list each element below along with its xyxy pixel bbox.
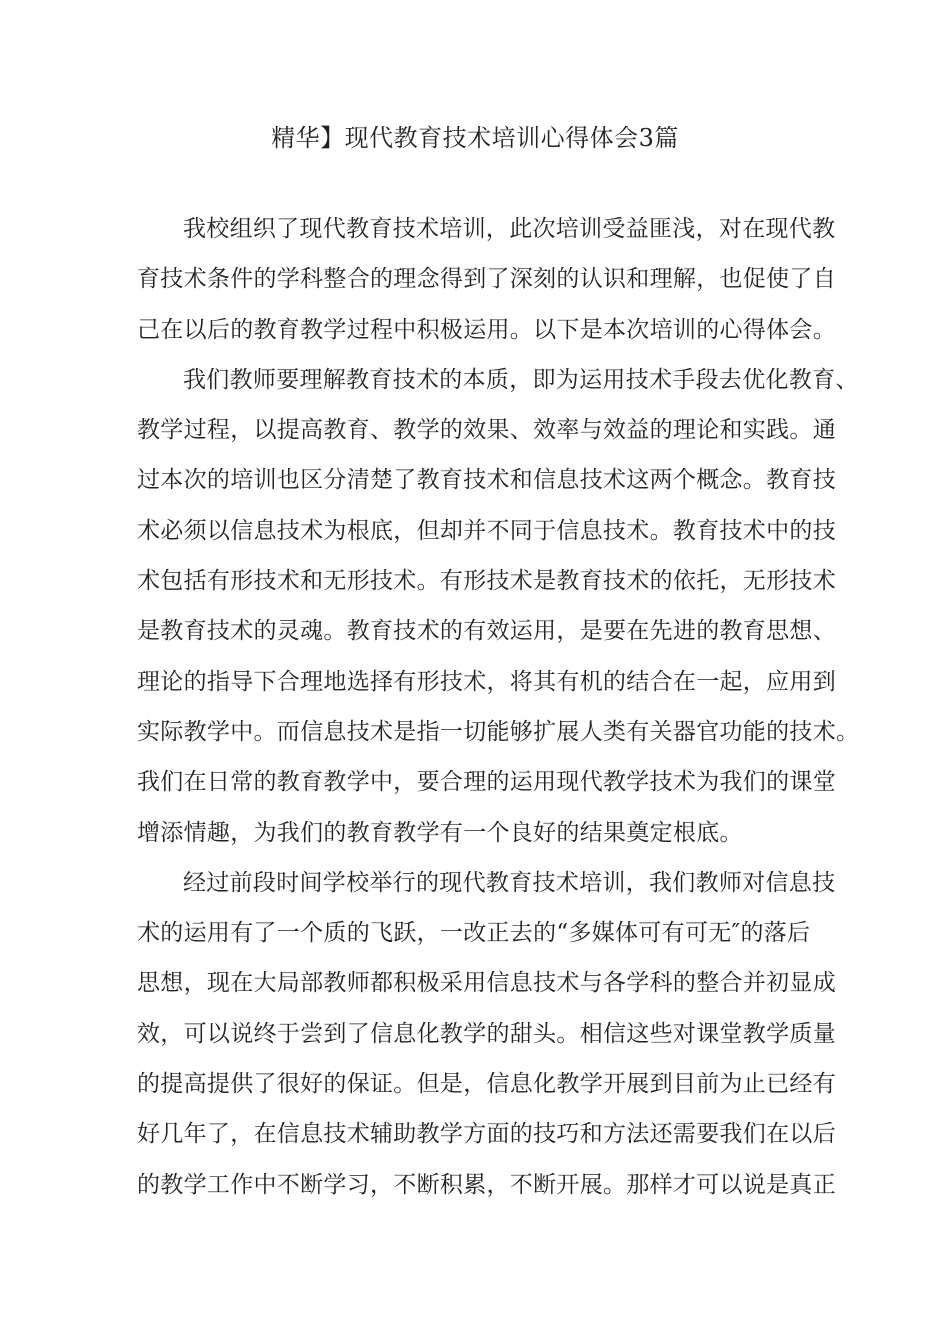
paragraph-1 bbox=[137, 204, 836, 355]
paragraph-line: 术的运用有了一个质的飞跃，一改正去的“多媒体可有可无″的落后 bbox=[137, 920, 811, 947]
paragraph-line: 是教育技术的灵魂。教育技术的有效运用，是要在先进的教育思想、 bbox=[137, 618, 836, 645]
paragraph-line: 教学过程，以提高教育、教学的效果、效率与效益的理论和实践。通 bbox=[137, 417, 836, 444]
paragraph-line: 术必须以信息技术为根底，但却并不同于信息技术。教育技术中的技 bbox=[137, 517, 836, 544]
paragraph-line: 实际教学中。而信息技术是指一切能够扩展人类有关器官功能的技术。 bbox=[137, 718, 860, 745]
paragraph-3 bbox=[137, 858, 836, 1210]
paragraph-line: 的教学工作中不断学习，不断积累，不断开展。那样才可以说是真正 bbox=[137, 1171, 836, 1198]
paragraph-line: 理论的指导下合理地选择有形技术，将其有机的结合在一起，应用到 bbox=[137, 668, 836, 695]
paragraph-line: 己在以后的教育教学过程中积极运用。以下是本次培训的心得体会。 bbox=[137, 316, 836, 343]
paragraph-line: 经过前段时间学校举行的现代教育技术培训，我们教师对信息技 bbox=[183, 869, 836, 896]
paragraph-line: 的提高提供了很好的保证。但是，信息化教学开展到目前为止已经有 bbox=[137, 1071, 836, 1098]
paragraph-line: 好几年了，在信息技术辅助教学方面的技巧和方法还需要我们在以后 bbox=[137, 1121, 836, 1148]
paragraph-line: 术包括有形技术和无形技术。有形技术是教育技术的依托，无形技术 bbox=[137, 568, 836, 595]
paragraph-line: 我校组织了现代教育技术培训，此次培训受益匪浅，对在现代教 bbox=[183, 216, 836, 242]
paragraph-2 bbox=[137, 355, 860, 858]
paragraph-line: 育技术条件的学科整合的理念得到了深刻的认识和理解，也促使了自 bbox=[137, 266, 836, 293]
paragraph-line: 我们教师要理解教育技术的本质，即为运用技术手段去优化教育、 bbox=[183, 366, 859, 393]
document-title: 精华】现代教育技术培训心得体会3篇 bbox=[271, 124, 679, 152]
paragraph-line: 我们在日常的教育教学中，要合理的运用现代教学技术为我们的课堂 bbox=[137, 769, 836, 796]
paragraph-line: 效，可以说终于尝到了信息化教学的甜头。相信这些对课堂教学质量 bbox=[137, 1020, 836, 1047]
paragraph-line: 过本次的培训也区分清楚了教育技术和信息技术这两个概念。教育技 bbox=[137, 467, 836, 494]
document-body bbox=[137, 204, 860, 1210]
paragraph-line: 思想，现在大局部教师都积极采用信息技术与各学科的整合并初显成 bbox=[137, 970, 836, 997]
paragraph-line: 增添情趣，为我们的教育教学有一个良好的结果奠定根底。 bbox=[137, 819, 743, 846]
